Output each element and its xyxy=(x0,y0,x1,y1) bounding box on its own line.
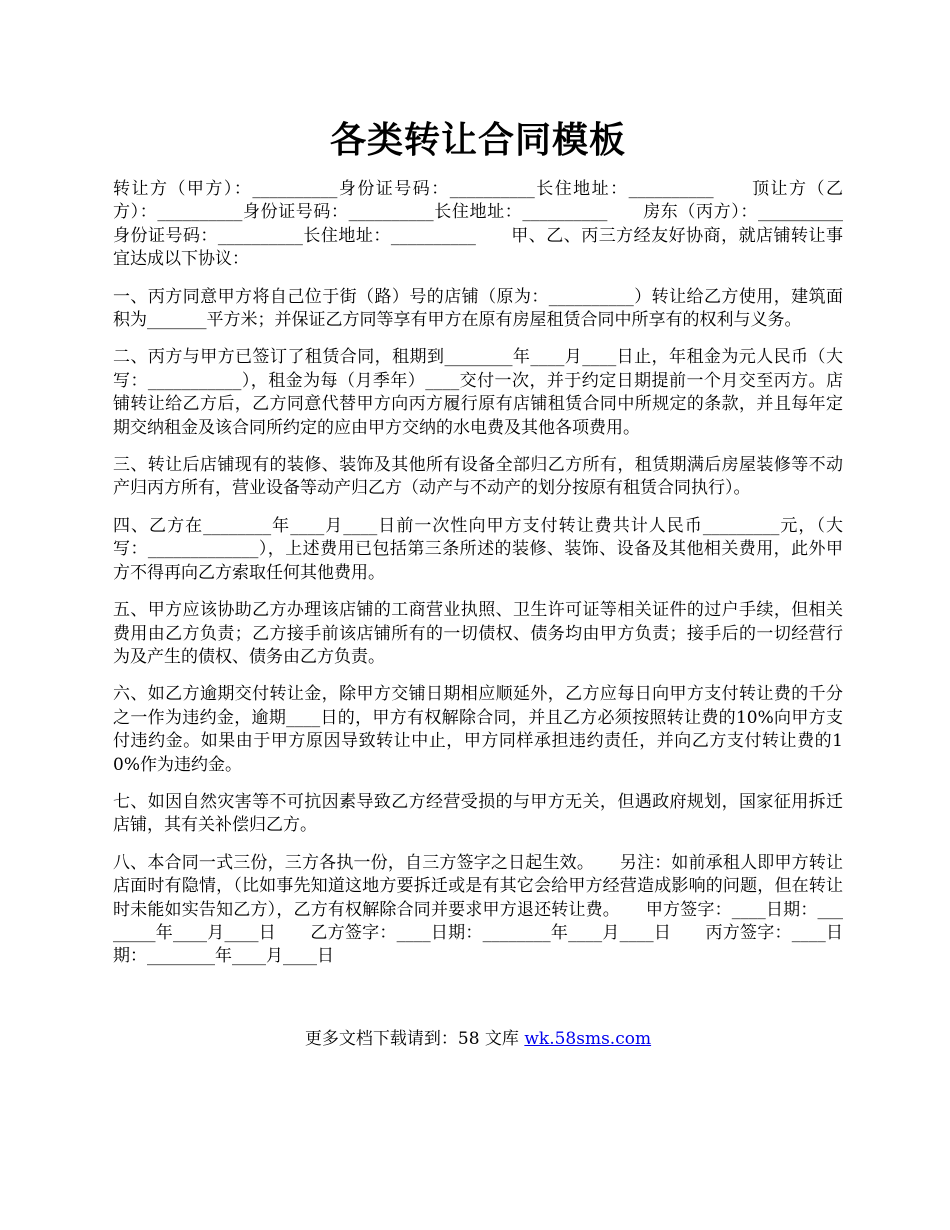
paragraph-clause-1: 一、丙方同意甲方将自己位于街（路）号的店铺（原为：__________）转让给乙方使用，建筑面积为_______平方米；并保证乙方同等享有甲方在原有房屋租赁合同中所享有的权利与义务。 xyxy=(113,286,843,331)
paragraph-clause-5: 五、甲方应该协助乙方办理该店铺的工商营业执照、卫生许可证等相关证件的过户手续，但相关费用由乙方负责；乙方接手前该店铺所有的一切债权、债务均由甲方负责；接手后的一切经营行为及产生的债权、债务由乙方负责。 xyxy=(113,600,843,667)
paragraph-clause-6: 六、如乙方逾期交付转让金，除甲方交铺日期相应顺延外，乙方应每日向甲方支付转让费的千分之一作为违约金，逾期____日的，甲方有权解除合同，并且乙方必须按照转让费的10%向甲方支付违约金。如果由于甲方原因导致转让中止，甲方同样承担违约责任，并向乙方支付转让费的10%作为违约金。 xyxy=(113,684,843,775)
paragraph-parties: 转让方（甲方）：__________身份证号码：__________长住地址：__________ 顶让方（乙方）：__________身份证号码：__________长住地址：__________ 房东（丙方）：__________身份证号码：__________长住地址：__________ 甲、乙、丙三方经友好协商，就店铺转让事宜达成以下协议： xyxy=(113,179,843,270)
document-body xyxy=(113,178,843,983)
footer-text: 更多文档下载请到：58 文库 xyxy=(304,1029,519,1049)
paragraph-clause-4: 四、乙方在________年____月____日前一次性向甲方支付转让费共计人民币_________元，（大写：_____________），上述费用已包括第三条所述的装修、装饰、设备及其他相关费用，此外甲方不得再向乙方索取任何其他费用。 xyxy=(113,515,843,583)
paragraph-clause-7: 七、如因自然灾害等不可抗因素导致乙方经营受损的与甲方无关，但遇政府规划，国家征用拆迁店铺，其有关补偿归乙方。 xyxy=(113,791,843,836)
footer xyxy=(113,1028,843,1051)
footer-link[interactable]: wk.58sms.com xyxy=(524,1029,652,1049)
document-title: 各类转让合同模板 xyxy=(329,119,626,161)
paragraph-clause-2: 二、丙方与甲方已签订了租赁合同，租期到________年____月____日止，年租金为元人民币（大写：___________），租金为每（月季年）____交付一次，并于约定日期提前一个月交至丙方。店铺转让给乙方后，乙方同意代替甲方向丙方履行原有店铺租赁合同中所规定的条款，并且每年定期交纳租金及该合同所约定的应由甲方交纳的水电费及其他各项费用。 xyxy=(113,347,843,438)
paragraph-clause-8-signatures: 八、本合同一式三份，三方各执一份，自三方签字之日起生效。 另注：如前承租人即甲方转让店面时有隐情，（比如事先知道这地方要拆迁或是有其它会给甲方经营造成影响的问题，但在转让时未能如实告知乙方），乙方有权解除合同并要求甲方退还转让费。 甲方签字：____日期：________年____月____日 乙方签字：____日期：________年____月____日 丙方签字：____日期：________年____月____日 xyxy=(113,852,843,967)
paragraph-clause-3: 三、转让后店铺现有的装修、装饰及其他所有设备全部归乙方所有，租赁期满后房屋装修等不动产归丙方所有，营业设备等动产归乙方（动产与不动产的划分按原有租赁合同执行）。 xyxy=(113,455,843,499)
